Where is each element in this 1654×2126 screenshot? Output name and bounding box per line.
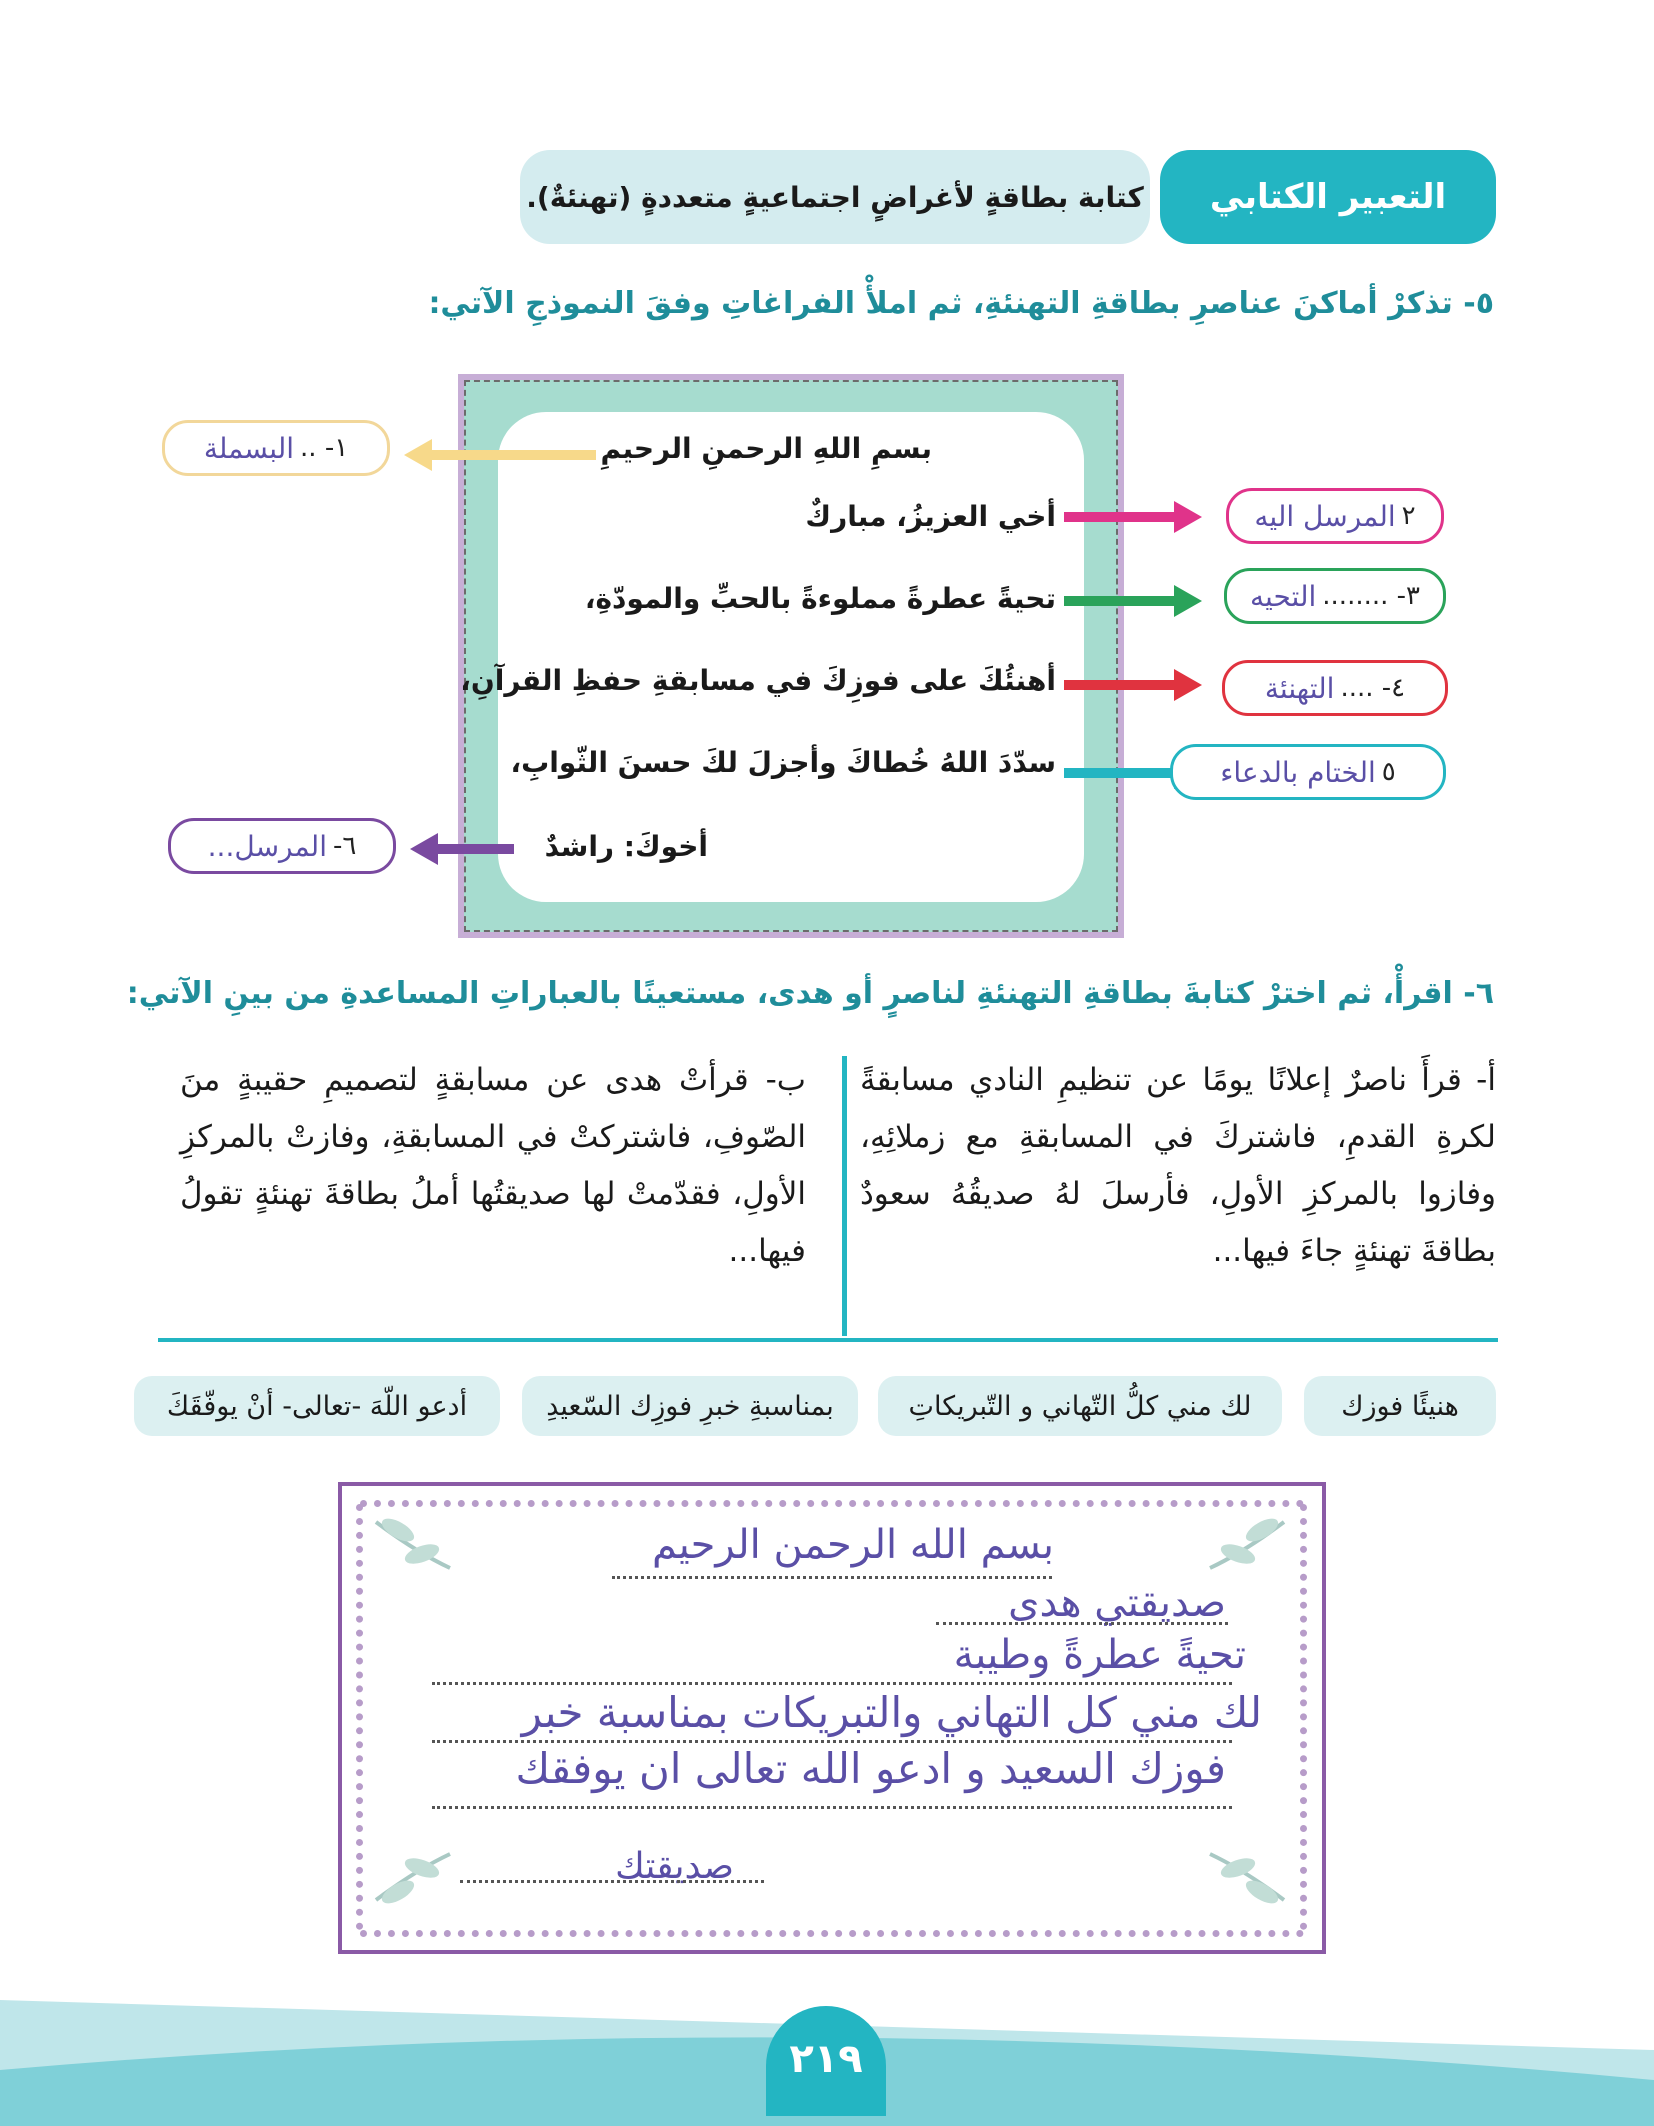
label-box-2[interactable] xyxy=(1226,488,1444,544)
answer-dotline-5 xyxy=(432,1806,1232,1809)
label-answer: المرسل اليه xyxy=(1254,499,1396,533)
answer-dotline-4 xyxy=(432,1740,1232,1743)
arrow-head-1 xyxy=(404,439,432,471)
card-line-basmala: بسمِ اللهِ الرحمنِ الرحيمِ xyxy=(600,432,932,465)
label-number: ٢ xyxy=(1401,501,1416,531)
passage-b: ب- قرأتْ هدى عن مسابقةٍ لتصميمِ حقيبةٍ منَ الصّوفِ، فاشتركتْ في المسابقةِ، وفازتْ بالمركزِ الأولِ، فقدّمتْ لها صديقتُها أملُ بطاقةَ تهنئةٍ تقولُ فيها... xyxy=(180,1062,806,1269)
arrow-to-label-4 xyxy=(1064,680,1174,690)
card-line-closing-prayer: سدّدَ اللهُ خُطاكَ وأجزلَ لكَ حسنَ الثّوابِ، xyxy=(510,746,1056,779)
label-box-6[interactable] xyxy=(168,818,396,874)
arrow-head-6 xyxy=(410,833,438,865)
label-answer: التحيه xyxy=(1249,579,1317,613)
label-answer: المرسل... xyxy=(207,829,327,863)
label-box-4[interactable] xyxy=(1222,660,1448,716)
arrow-head-3 xyxy=(1174,585,1202,617)
section-divider xyxy=(158,1338,1498,1342)
section-title: التعبير الكتابي xyxy=(1160,150,1496,244)
answer-line-signature: صديقتك xyxy=(615,1846,734,1887)
passage-divider xyxy=(842,1056,847,1336)
label-box-1[interactable] xyxy=(162,420,390,476)
lesson-topic: كتابة بطاقةٍ لأغراضٍ اجتماعيةٍ متعددةٍ (تهنئةٌ). xyxy=(520,150,1150,244)
leaf-decoration-top-left xyxy=(370,1512,456,1576)
arrow-to-label-5 xyxy=(1064,768,1174,778)
answer-line-2: صديقتي هدى xyxy=(1008,1580,1226,1626)
label-number: ٣- ........ xyxy=(1322,581,1421,611)
arrow-to-label-3 xyxy=(1064,596,1174,606)
answer-line-4: لك مني كل التهاني والتبريكات بمناسبة خبر xyxy=(521,1688,1262,1737)
model-card-body xyxy=(498,412,1084,902)
arrow-head-4 xyxy=(1174,669,1202,701)
phrase-chip-3: بمناسبةِ خبرِ فوزِك السّعيدِ xyxy=(522,1376,858,1436)
leaf-decoration-bottom-left xyxy=(370,1846,456,1910)
page-number: ٢١٩ xyxy=(766,2006,886,2116)
phrase-chip-1: هنيئًا فوزك xyxy=(1304,1376,1496,1436)
arrow-to-label-2 xyxy=(1064,512,1174,522)
label-answer: الختام بالدعاء xyxy=(1220,755,1376,789)
label-answer: التهنئة xyxy=(1264,671,1335,705)
answer-dotline-signature xyxy=(460,1880,764,1883)
answer-dotline-3 xyxy=(432,1682,1232,1685)
label-number: ١- .. xyxy=(300,433,349,463)
card-line-greeting: تحيةً عطرةً مملوءةً بالحبِّ والمودّةِ، xyxy=(584,582,1056,615)
card-line-congratulation: أهنئُكَ على فوزِكَ في مسابقةِ حفظِ القرآنِ، xyxy=(460,664,1056,697)
answer-card-border-top xyxy=(360,1500,1304,1507)
label-box-5[interactable] xyxy=(1170,744,1446,800)
label-number: ٥ xyxy=(1381,757,1396,787)
answer-card-border-bottom xyxy=(360,1930,1304,1937)
label-box-3[interactable] xyxy=(1224,568,1446,624)
leaf-decoration-bottom-right xyxy=(1204,1846,1290,1910)
passage-a: أ- قرأَ ناصرٌ إعلانًا يومًا عن تنظيمِ النادي مسابقةً لكرةِ القدمِ، فاشتركَ في المسابقةِ مع زملائِهِ، وفازوا بالمركزِ الأولِ، فأرسلَ لهُ صديقُهُ سعودٌ بطاقةَ تهنئةٍ جاءَ فيها... xyxy=(860,1062,1496,1269)
card-line-recipient: أخي العزيزُ، مباركٌ xyxy=(805,500,1056,533)
arrow-to-label-6 xyxy=(438,844,514,854)
phrase-chip-4: أدعو اللّهَ -تعالى- أنْ يوفّقَكَ xyxy=(134,1376,500,1436)
answer-card-border-left xyxy=(356,1504,363,1930)
arrow-head-2 xyxy=(1174,501,1202,533)
leaf-decoration-top-right xyxy=(1204,1512,1290,1576)
phrase-chip-2: لك مني كلُّ التّهاني و التّبريكاتِ xyxy=(878,1376,1282,1436)
question-6-title: ٦- اقرأْ، ثم اخترْ كتابةَ بطاقةِ التهنئةِ لناصرٍ أو هدى، مستعينًا بالعباراتِ المساعدةِ من بينِ الآتي: xyxy=(126,976,1494,1011)
answer-card-border-right xyxy=(1300,1504,1307,1930)
label-number: ٤- .... xyxy=(1340,673,1406,703)
card-line-sender: أخوكَ: راشدٌ xyxy=(544,830,708,863)
question-5-title: ٥- تذكرْ أماكنَ عناصرِ بطاقةِ التهنئةِ، ثم املأْ الفراغاتِ وفقَ النموذجِ الآتي: xyxy=(428,286,1494,321)
arrow-to-label-1 xyxy=(430,450,596,460)
answer-dotline-1 xyxy=(612,1576,1052,1579)
answer-line-5: فوزك السعيد و ادعو الله تعالى ان يوفقك xyxy=(515,1744,1226,1793)
answer-line-1: بسم الله الرحمن الرحيم xyxy=(651,1522,1054,1568)
label-answer: البسملة xyxy=(203,431,295,465)
label-number: ٦- xyxy=(332,831,357,861)
answer-dotline-2 xyxy=(936,1622,1228,1625)
answer-line-3: تحيةً عطرةً وطيبة xyxy=(953,1632,1246,1678)
